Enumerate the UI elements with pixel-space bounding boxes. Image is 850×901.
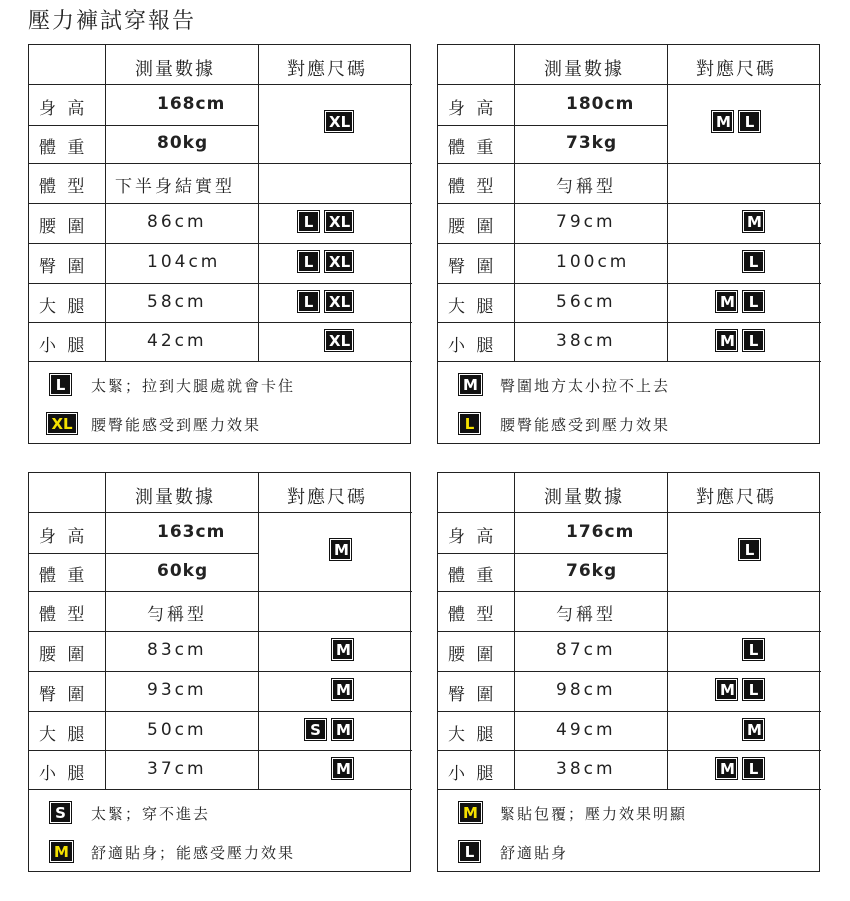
row-label: 臀 圍 [39,685,88,705]
size-badge: XL [325,251,353,272]
row-label: 體 型 [39,177,88,197]
body-type-value: 勻稱型 [147,605,207,625]
size-badge: L [743,679,764,700]
weight-value: 80kg [157,133,209,153]
header-measure: 測量數據 [135,487,215,508]
size-badge: L [743,291,764,312]
col-divider [105,473,106,790]
size-badge: M [332,758,353,779]
row-divider [438,243,821,244]
size-badge: L [743,330,764,351]
row-label: 小 腿 [448,335,497,356]
header-measure: 測量數據 [544,487,624,508]
report-table [437,44,820,444]
row-divider [438,125,668,126]
row-label: 小 腿 [39,763,88,784]
legend-note: 腰臀能感受到壓力效果 [91,416,262,434]
row-divider [29,283,412,284]
row-divider [438,361,821,362]
col-divider [258,473,259,790]
size-badge: M [712,111,733,132]
row-divider [438,84,821,85]
size-badge: M [743,211,764,232]
row-label: 體 型 [448,177,497,197]
calf-value: 37cm [147,758,207,779]
size-badge: M [716,758,737,779]
row-label: 體 重 [448,566,497,586]
size-badge: L [743,251,764,272]
row-divider [438,512,821,513]
waist-value: 79cm [556,212,616,232]
report-table [28,472,411,872]
row-divider [438,591,821,592]
thigh-value: 49cm [556,719,616,740]
size-badge: XL [325,111,353,132]
size-badge: L [739,539,760,560]
size-badge: M [716,291,737,312]
row-divider [29,789,412,790]
col-divider [514,473,515,790]
calf-value: 38cm [556,758,616,779]
row-divider [29,84,412,85]
row-divider [438,671,821,672]
height-value: 163cm [157,521,226,542]
row-label: 腰 圍 [448,217,497,237]
row-label: 臀 圍 [448,685,497,705]
size-badge: M [332,719,353,740]
row-divider [438,750,821,751]
legend-badge: L [459,413,480,434]
row-divider [29,203,412,204]
body-type-value: 勻稱型 [556,177,616,197]
row-divider [29,361,412,362]
header-size: 對應尺碼 [287,59,367,80]
row-divider [29,163,412,164]
row-divider [29,125,259,126]
size-badge: M [332,679,353,700]
row-label: 大 腿 [39,724,88,745]
row-label: 體 重 [39,566,88,586]
col-divider [667,473,668,790]
header-measure: 測量數據 [544,59,624,80]
row-label: 小 腿 [448,763,497,784]
thigh-value: 58cm [147,291,207,312]
col-divider [258,45,259,362]
row-label: 體 型 [448,605,497,625]
legend-note: 太緊；穿不進去 [91,805,211,823]
row-label: 身 高 [39,98,88,119]
size-badge: L [298,251,319,272]
row-divider [29,750,412,751]
row-label: 腰 圍 [39,217,88,237]
legend-badge: M [459,802,482,823]
height-value: 176cm [566,521,635,542]
size-badge: S [305,719,326,740]
waist-value: 83cm [147,640,207,660]
header-size: 對應尺碼 [696,59,776,80]
body-type-value: 下半身結實型 [115,177,235,197]
height-value: 168cm [157,93,226,114]
hip-value: 93cm [147,680,207,700]
hip-value: 100cm [556,252,630,272]
row-divider [438,203,821,204]
legend-badge: M [459,374,482,395]
col-divider [667,45,668,362]
legend-note: 舒適貼身；能感受壓力效果 [91,844,296,862]
legend-badge: S [50,802,71,823]
row-label: 身 高 [39,526,88,547]
row-label: 體 重 [448,138,497,158]
row-divider [438,631,821,632]
page-title: 壓力褲試穿報告 [28,9,197,34]
legend-note: 腰臀能感受到壓力效果 [500,416,671,434]
size-badge: L [298,211,319,232]
row-label: 大 腿 [39,296,88,317]
size-badge: M [330,539,351,560]
row-divider [438,789,821,790]
row-divider [438,553,668,554]
size-badge: L [739,111,760,132]
row-label: 身 高 [448,98,497,119]
legend-badge: XL [47,413,77,434]
size-badge: M [716,330,737,351]
legend-note: 緊貼包覆；壓力效果明顯 [500,805,688,823]
waist-value: 86cm [147,212,207,232]
size-badge: L [743,639,764,660]
weight-value: 60kg [157,561,209,581]
row-label: 體 型 [39,605,88,625]
row-label: 小 腿 [39,335,88,356]
col-divider [514,45,515,362]
height-value: 180cm [566,93,635,114]
header-size: 對應尺碼 [696,487,776,508]
row-divider [29,711,412,712]
row-divider [29,631,412,632]
row-label: 腰 圍 [448,645,497,665]
row-divider [29,671,412,672]
calf-value: 38cm [556,330,616,351]
header-measure: 測量數據 [135,59,215,80]
hip-value: 104cm [147,252,221,272]
body-type-value: 勻稱型 [556,605,616,625]
row-divider [29,322,412,323]
row-label: 大 腿 [448,296,497,317]
row-divider [438,711,821,712]
size-badge: M [743,719,764,740]
row-divider [438,283,821,284]
hip-value: 98cm [556,680,616,700]
row-label: 大 腿 [448,724,497,745]
report-table [437,472,820,872]
row-label: 身 高 [448,526,497,547]
size-badge: M [332,639,353,660]
legend-note: 太緊；拉到大腿處就會卡住 [91,377,296,395]
report-table [28,44,411,444]
legend-badge: L [459,841,480,862]
size-badge: XL [325,211,353,232]
row-divider [438,322,821,323]
weight-value: 73kg [566,133,618,153]
size-badge: XL [325,330,353,351]
legend-note: 臀圍地方太小拉不上去 [500,377,671,395]
thigh-value: 50cm [147,719,207,740]
row-divider [29,591,412,592]
row-label: 臀 圍 [448,257,497,277]
header-size: 對應尺碼 [287,487,367,508]
size-badge: XL [325,291,353,312]
row-divider [29,243,412,244]
row-divider [29,512,412,513]
size-badge: L [743,758,764,779]
thigh-value: 56cm [556,291,616,312]
size-badge: L [298,291,319,312]
calf-value: 42cm [147,330,207,351]
legend-badge: M [50,841,73,862]
weight-value: 76kg [566,561,618,581]
row-divider [29,553,259,554]
row-label: 臀 圍 [39,257,88,277]
legend-badge: L [50,374,71,395]
row-label: 體 重 [39,138,88,158]
legend-note: 舒適貼身 [500,844,569,862]
row-divider [438,163,821,164]
waist-value: 87cm [556,640,616,660]
row-label: 腰 圍 [39,645,88,665]
size-badge: M [716,679,737,700]
col-divider [105,45,106,362]
